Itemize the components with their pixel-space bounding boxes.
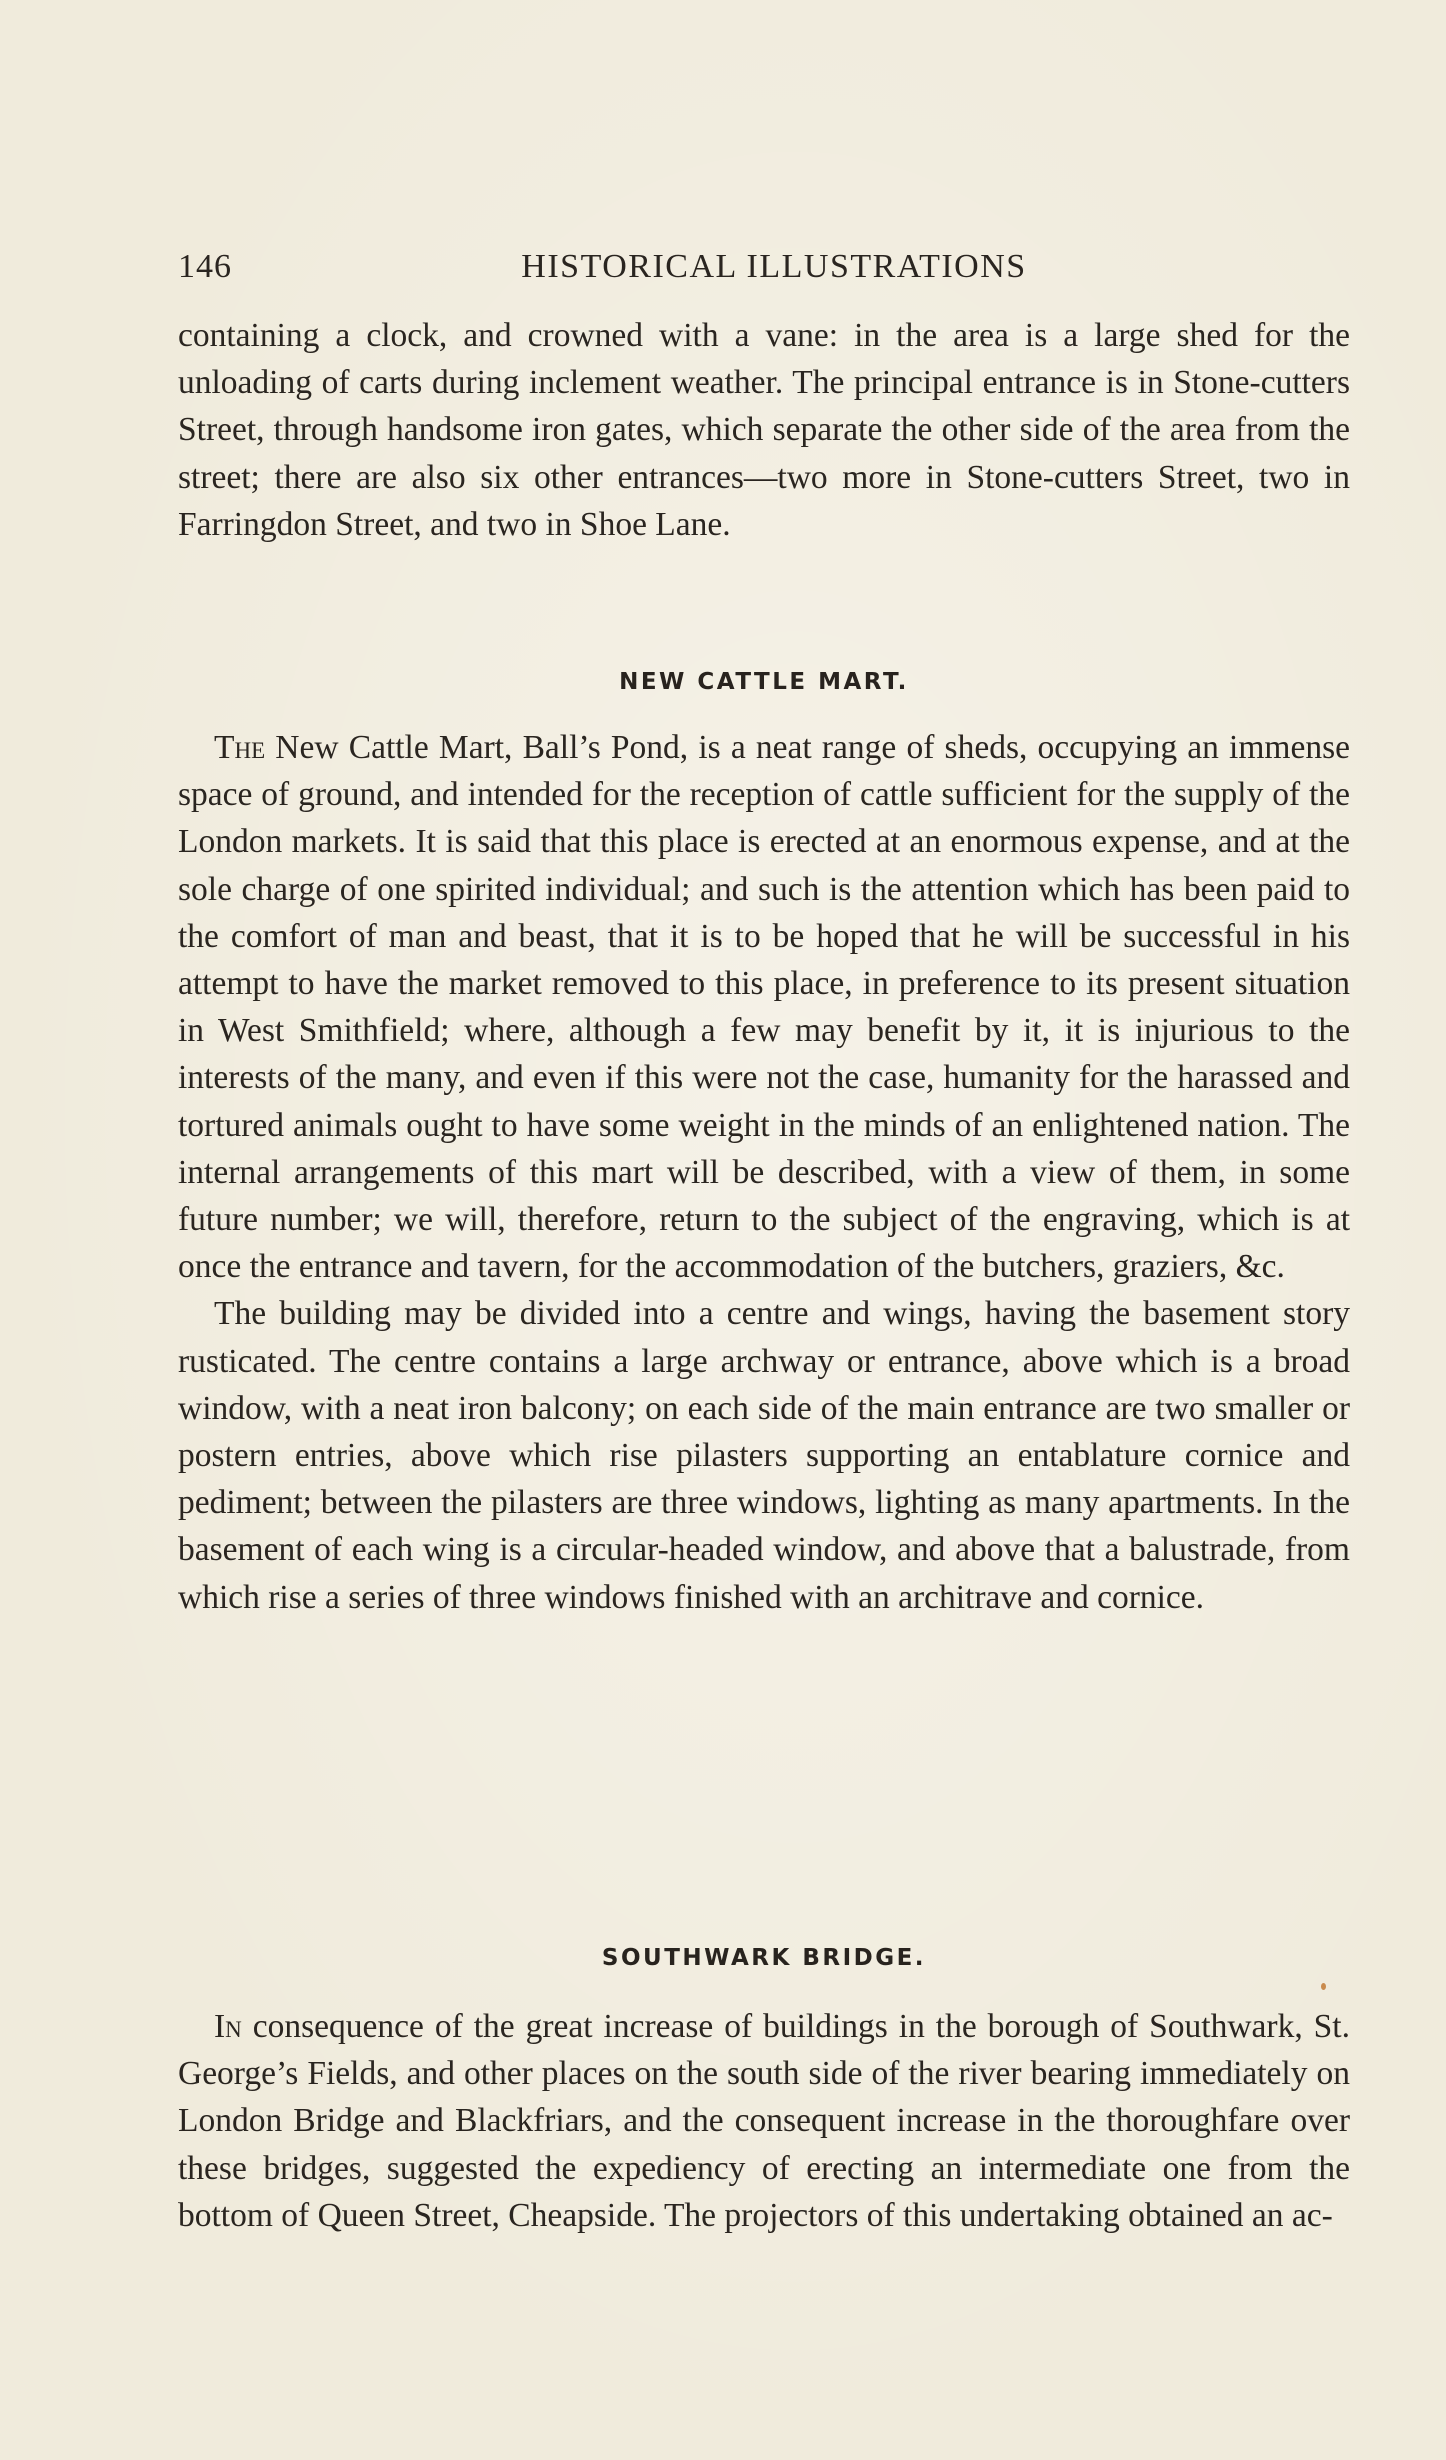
section-southwark-bridge xyxy=(178,2003,1350,2239)
page-number: 146 xyxy=(178,248,232,285)
cattle-mart-paragraph-1 xyxy=(178,724,1350,1290)
continued-paragraph: containing a clock, and crowned with a vane: in the area is a large shed for the unloading of carts during inclement weather. The principal entrance is in Stone-cutters Street, through handsome iron gates, which separate the other side of the area from the street; there are also six other entrances—two more in Stone-cutters Street, two in Farringdon Street, and two in Shoe Lane. xyxy=(178,317,1350,543)
paragraph-text: consequence of the great increase of buildings in the borough of Southwark, St. George’s Fields, and other places on the south side of the river bearing immediately on London Bridge and Blackfriars, and the consequent increase in the thoroughfare over these bridges, suggested the expediency of erecting an intermediate one from the bottom of Queen Street, Cheapside. The projectors of this undertaking obtained an ac- xyxy=(178,2008,1350,2234)
heading-southwark-bridge: SOUTHWARK BRIDGE. xyxy=(601,1945,927,1971)
paper-speck xyxy=(1321,1983,1326,1990)
southwark-bridge-paragraph xyxy=(178,2003,1350,2239)
section-new-cattle-mart xyxy=(178,724,1350,1621)
cattle-mart-paragraph-2: The building may be divided into a centre and wings, having the basement story rusticated. The centre contains a large archway or entrance, above which is a broad window, with a neat iron balcony; on each side of the main entrance are two smaller or postern entries, above which rise pilasters supporting an entablature cornice and pediment; between the pilasters are three windows, lighting as many apartments. In the basement of each wing is a circular-headed window, and above that a balustrade, from which rise a series of three windows finished with an architrave and cornice. xyxy=(178,1295,1350,1616)
drop-word: The xyxy=(214,729,266,766)
running-title: HISTORICAL ILLUSTRATIONS xyxy=(521,248,1027,285)
drop-word: In xyxy=(214,2008,242,2045)
paragraph-text: New Cattle Mart, Ball’s Pond, is a neat range of sheds, occupying an immense space of ground, and intended for the reception of cattle sufficient for the supply of the London markets. It is said that this place is erected at an enormous expense, and at the sole charge of one spirited individual; and such is the attention which has been paid to the comfort of man and beast, that it is to be hoped that he will be successful in his attempt to have the market removed to this place, in preference to its present situation in West Smithfield; where, although a few may benefit by it, it is injurious to the interests of the many, and even if this were not the case, humanity for the harassed and tortured animals ought to have some weight in the minds of an enlightened nation. The internal arrangements of this mart will be described, with a view of them, in some future number; we will, therefore, return to the subject of the engraving, which is at once the entrance and tavern, for the accommodation of the butchers, graziers, &c. xyxy=(178,729,1350,1286)
heading-new-cattle-mart: NEW CATTLE MART. xyxy=(619,669,909,695)
section-continuation xyxy=(178,312,1350,548)
page-header xyxy=(178,248,1350,298)
